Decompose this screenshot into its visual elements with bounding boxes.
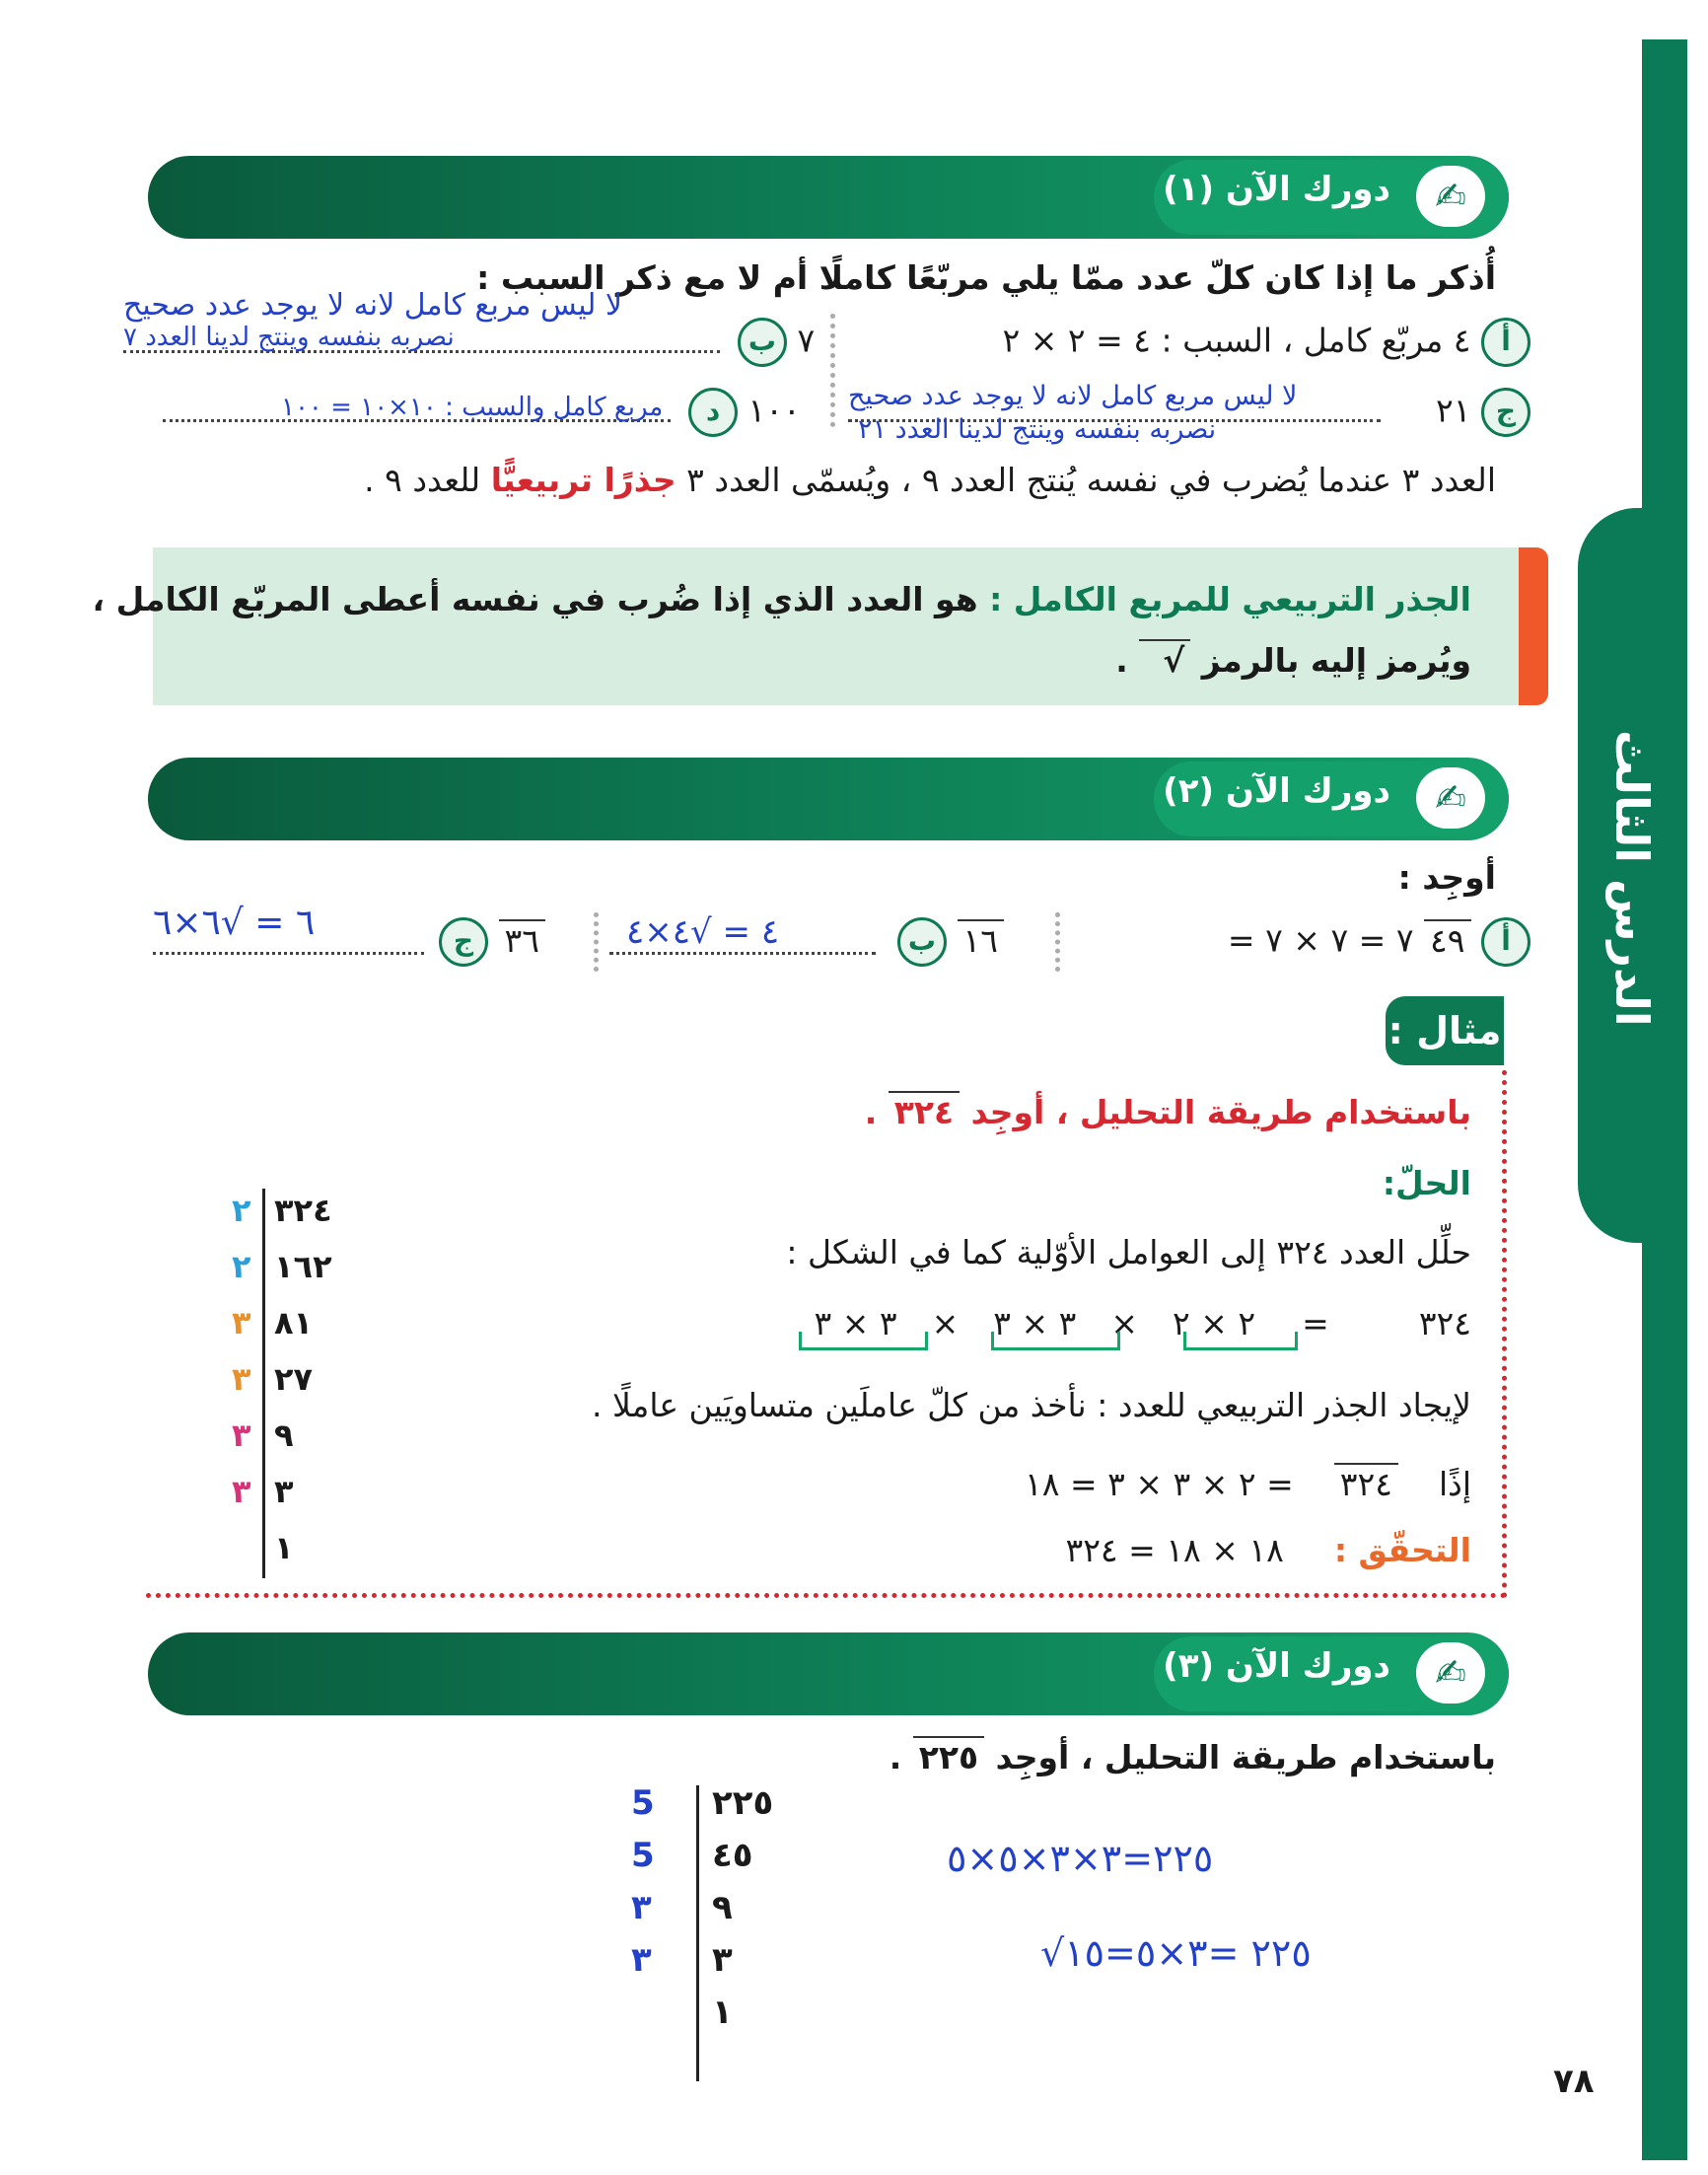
answer-line-2c — [153, 952, 424, 955]
solution-line1: حلِّل العدد ٣٢٤ إلى العوامل الأوّلية كما في الشكل : — [786, 1233, 1471, 1271]
definition-text: هو العدد الذي إذا ضُرب في نفسه أعطى المربّع الكامل ، — [92, 580, 978, 618]
verify-line — [1065, 1531, 1471, 1569]
section1-banner — [148, 156, 1509, 239]
c-handwritten-line2: نصربه بنفسه وينتج لدينا العدد ٢١ — [858, 414, 1217, 445]
section3-hand-line2: √٢٢٥ =٣×٥=١٥ — [1040, 1931, 1312, 1975]
radical-16: ١٦ — [958, 919, 1004, 960]
factor-divisor: ٣ — [232, 1473, 251, 1510]
factor-number: ١ — [712, 1993, 733, 2032]
column-separator — [830, 314, 835, 427]
item-a — [1002, 318, 1530, 367]
item-b-number: ٧ — [797, 321, 816, 360]
pen-hand-icon: ✍ — [1416, 767, 1485, 829]
badge-d: د — [688, 388, 738, 437]
section3-hand-line1: ٢٢٥=٣×٣×٥×٥ — [947, 1837, 1214, 1880]
square-root-note — [364, 461, 1496, 499]
badge2-a: أ — [1481, 917, 1530, 967]
factor-table-divider — [262, 1189, 265, 1578]
factor-number: ٢٢٥ — [712, 1783, 774, 1823]
c2-handwritten: ٦ = √٦×٦ — [153, 903, 316, 943]
c-handwritten-line1: لا ليس مربع كامل لانه لا يوجد عدد صحيح — [848, 381, 1298, 411]
pen-hand-icon: ✍ — [1416, 166, 1485, 227]
pair-bracket-3 — [799, 1332, 928, 1350]
column-separator — [1055, 912, 1060, 972]
factor-divisor: ٣ — [232, 1360, 251, 1398]
item2-a-steps: ٧ = ٧ × ٧ = — [1227, 920, 1414, 960]
example-prompt-text: باستخدام طريقة التحليل ، أوجِد — [970, 1093, 1471, 1131]
b-handwritten-line2: نصربه بنفسه وينتج لدينا العدد ٧ — [123, 323, 455, 352]
radical-36: ٣٦ — [499, 919, 545, 960]
factor-divisor: 5 — [631, 1836, 655, 1875]
factor-divisor: ٢ — [232, 1248, 251, 1285]
answer-line-2b — [609, 952, 876, 955]
section2-banner — [148, 758, 1509, 840]
note-text-end: للعدد ٩ . — [364, 461, 481, 499]
badge-a: أ — [1481, 318, 1530, 367]
factor-divisor: ٣ — [631, 1888, 652, 1927]
factor-number: ٨١ — [274, 1304, 314, 1341]
factor-pair-2: ٣ × ٣ — [993, 1304, 1077, 1342]
factor-table-225-divider — [696, 1785, 699, 2081]
definition-accent-strip — [1519, 547, 1548, 705]
radical-symbol: √ — [1139, 639, 1190, 680]
definition-line2 — [1115, 639, 1471, 680]
item-c — [1436, 388, 1530, 437]
line4-steps: = ٢ × ٣ × ٣ = ١٨ — [1025, 1465, 1294, 1503]
factor-pair-3: ٣ × ٣ — [814, 1304, 897, 1342]
factor-number: ١ — [274, 1529, 294, 1566]
example-prompt — [865, 1091, 1471, 1131]
b-handwritten-line1: لا ليس مربع كامل لانه لا يوجد عدد صحيح — [123, 288, 623, 323]
item-c-number: ٢١ — [1436, 391, 1471, 430]
item-d — [688, 388, 801, 437]
section3-title: دورك الآن (٣) — [1163, 1646, 1390, 1686]
section3-prompt-dot: . — [889, 1738, 902, 1776]
badge2-c: ج — [439, 917, 488, 967]
d-handwritten: مربع كامل والسبب : ١٠×١٠ = ١٠٠ — [281, 393, 664, 422]
find-label: أوجِد : — [1397, 858, 1496, 897]
factor-number: ١٦٢ — [274, 1248, 332, 1285]
note-text-start: العدد ٣ عندما يُضرب في نفسه يُنتج العدد ٩ ، ويُسمّى العدد ٣ — [686, 461, 1496, 499]
times-sign: × — [931, 1304, 960, 1342]
badge-b: ب — [738, 318, 787, 367]
factor-divisor: 5 — [631, 1783, 655, 1823]
verify-label: التحقّق : — [1333, 1531, 1471, 1569]
pair-bracket-1 — [1183, 1332, 1298, 1350]
section3-prompt — [890, 1736, 1496, 1776]
item-b — [738, 318, 815, 367]
item-d-number: ١٠٠ — [747, 391, 801, 430]
section1-title: دورك الآن (١) — [1163, 170, 1390, 209]
example-prompt-dot: . — [864, 1093, 878, 1131]
item2-c — [439, 917, 545, 967]
radical-324: ٣٢٤ — [889, 1091, 960, 1131]
factor-number: ٣ — [712, 1940, 733, 1980]
section2-title: دورك الآن (٢) — [1163, 771, 1390, 811]
solution-line4 — [1025, 1463, 1471, 1503]
factor-number: ٢٧ — [274, 1360, 314, 1398]
note-highlight: جذرًا تربيعيًّا — [490, 461, 676, 499]
line4-label: إذًا — [1438, 1465, 1471, 1503]
factor-number: ٣٢٤ — [274, 1192, 332, 1229]
solution-label: الحلّ: — [1382, 1164, 1471, 1202]
line2-equals: = — [1302, 1304, 1329, 1342]
factor-number: ٤٥ — [712, 1836, 753, 1875]
factor-number: ٩ — [712, 1888, 733, 1927]
solution-line3: لإيجاد الجذر التربيعي للعدد : نأخذ من كلّ عاملَين متساويَين عاملًا . — [591, 1386, 1471, 1424]
item2-a — [1228, 917, 1530, 967]
definition-dot: . — [1115, 641, 1128, 680]
definition-term: الجذر التربيعي للمربع الكامل : — [989, 580, 1471, 618]
factor-number: ٣ — [274, 1473, 294, 1510]
example-tag: مثال : — [1386, 996, 1504, 1065]
definition-line1 — [93, 580, 1471, 618]
item-a-text: ٤ مربّع كامل ، السبب : ٤ = ٢ × ٢ — [1002, 321, 1471, 360]
radical-49: ٤٩ — [1424, 919, 1470, 960]
column-separator — [594, 912, 599, 972]
definition-box — [153, 547, 1533, 705]
factor-number: ٩ — [274, 1416, 294, 1454]
pen-hand-icon: ✍ — [1416, 1642, 1485, 1704]
chapter-tab-label: الدرس الثالث — [1605, 729, 1659, 1027]
times-sign: × — [1110, 1304, 1139, 1342]
page-number: ٧٨ — [1553, 2062, 1595, 2101]
verify-text: ١٨ × ١٨ = ٣٢٤ — [1065, 1531, 1284, 1569]
factor-divisor: ٢ — [232, 1192, 251, 1229]
factor-pair-1: ٢ × ٢ — [1173, 1304, 1256, 1342]
pair-bracket-2 — [991, 1332, 1120, 1350]
factor-divisor: ٣ — [631, 1940, 652, 1980]
radical-324-result: ٣٢٤ — [1334, 1463, 1398, 1503]
b2-handwritten: ٤ = √٤×٤ — [626, 912, 780, 952]
section1-question: أُذكر ما إذا كان كلّ عدد ممّا يلي مربّعًا كاملًا أم لا مع ذكر السبب : — [476, 258, 1496, 297]
factor-divisor: ٣ — [232, 1304, 251, 1341]
item2-b — [897, 917, 1004, 967]
line2-number: ٣٢٤ — [1418, 1304, 1471, 1342]
factor-divisor: ٣ — [232, 1416, 251, 1454]
badge-c: ج — [1481, 388, 1530, 437]
section3-banner — [148, 1632, 1509, 1715]
badge2-b: ب — [897, 917, 947, 967]
definition-symbol-text: ويُرمز إليه بالرمز — [1201, 641, 1471, 680]
radical-225: ٢٢٥ — [913, 1736, 984, 1776]
section3-prompt-text: باستخدام طريقة التحليل ، أوجِد — [995, 1738, 1496, 1776]
